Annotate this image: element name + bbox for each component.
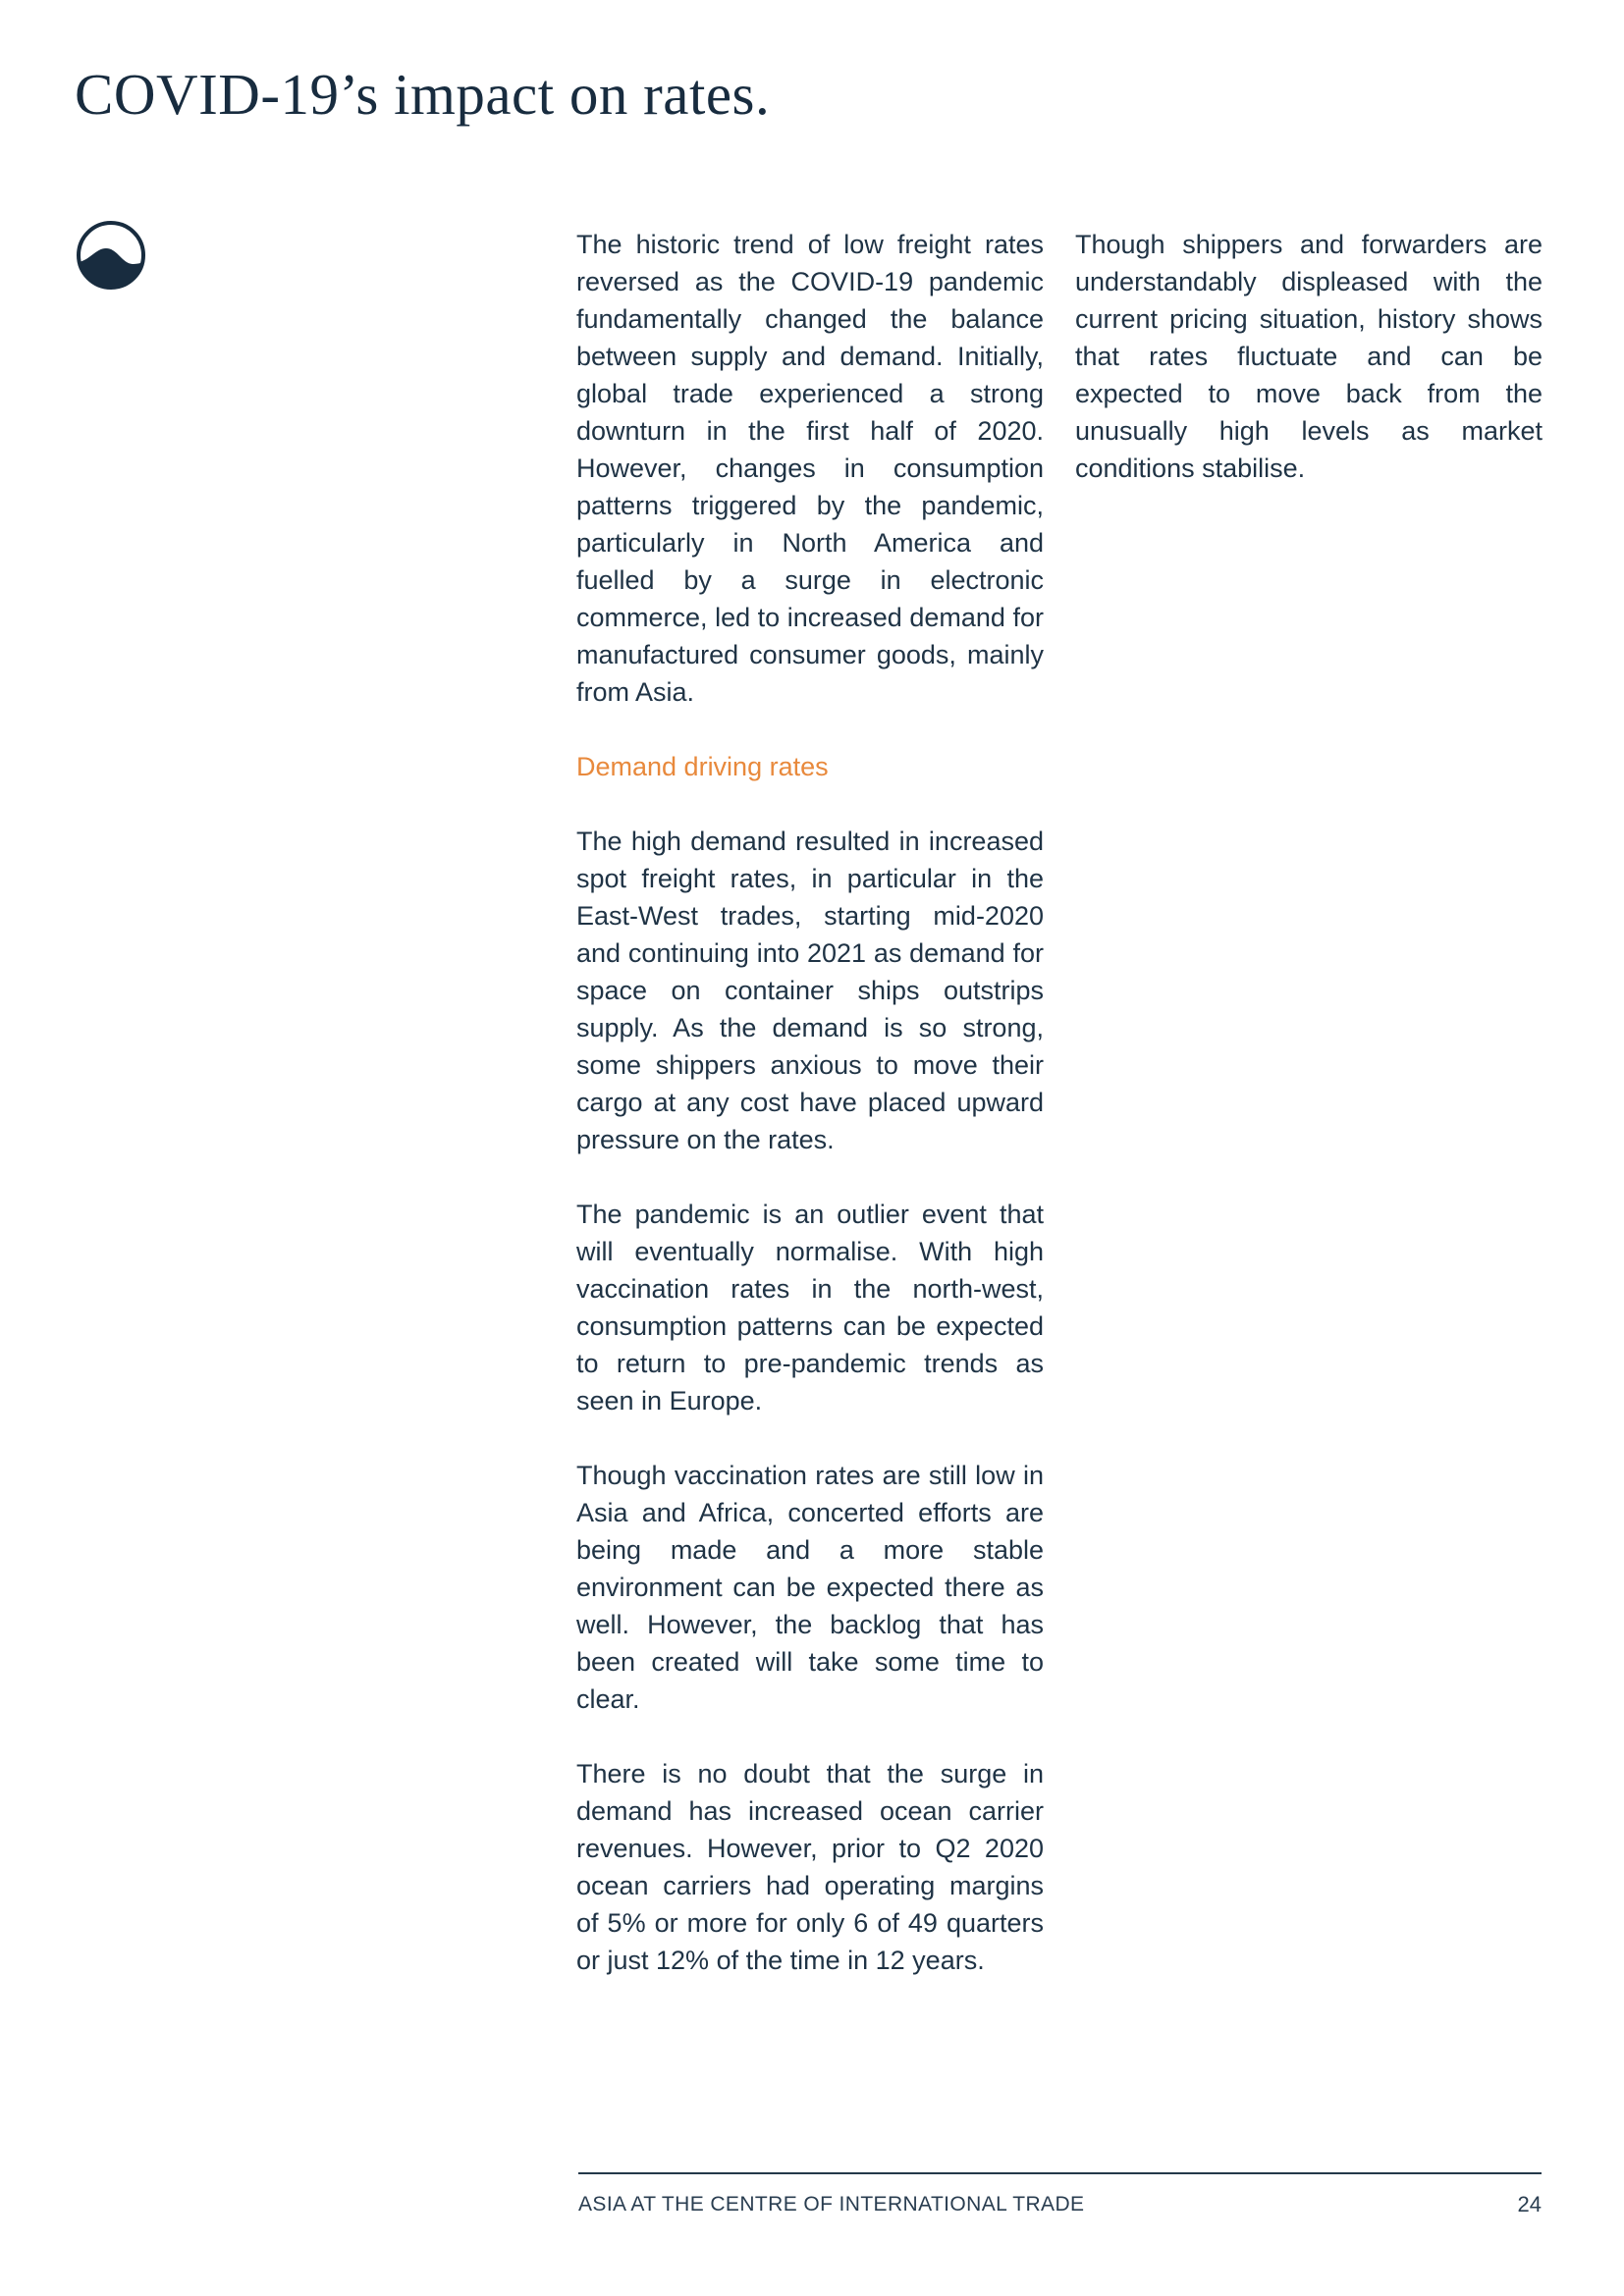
intro-paragraph: The historic trend of low freight rates reversed as the COVID-19 pandemic fundamentally changed the balance between supply and demand. Initially, global trade experienced a strong downturn in the first half of 2020. However, changes in consumption patterns triggered by the pandemic, particularly in North America and fuelled by a surge in electronic commerce, led to increased demand for manufactured consumer goods, mainly from Asia. [576, 230, 1044, 707]
body-paragraph: There is no doubt that the surge in demand has increased ocean carrier revenues. However, prior to Q2 2020 ocean carriers had operating margins of 5% or more for only 6 of 49 quarters or just 12% of the time in 12 years. [576, 1759, 1044, 1975]
body-column-right [1075, 226, 1543, 524]
body-paragraph: Though vaccination rates are still low in Asia and Africa, concerted efforts are being made and a more stable environment can be expected there as well. However, the backlog that has been created will take some time to clear. [576, 1461, 1044, 1714]
body-column-left [576, 226, 1044, 2016]
body-paragraph: The high demand resulted in increased spot freight rates, in particular in the East-West trades, starting mid-2020 and continuing into 2021 as demand for space on container ships outstrips supply. As the demand is so strong, some shippers anxious to move their cargo at any cost have placed upward pressure on the rates. [576, 827, 1044, 1154]
page-number: 24 [1517, 2192, 1542, 2216]
footer-divider [578, 2172, 1542, 2174]
body-paragraph: Though shippers and forwarders are understandably displeased with the current pricing situation, history shows that rates fluctuate and can be expected to move back from the unusually high levels as market conditions stabilise. [1075, 230, 1543, 483]
footer-title: ASIA AT THE CENTRE OF INTERNATIONAL TRADE [578, 2193, 1085, 2216]
page-title: COVID-19’s impact on rates. [75, 62, 771, 127]
wave-in-circle-logo-icon [75, 219, 147, 292]
section-heading: Demand driving rates [576, 752, 829, 781]
body-paragraph: The pandemic is an outlier event that will eventually normalise. With high vaccination rates in the north-west, consumption patterns can be expected to return to pre-pandemic trends as seen in Europe. [576, 1200, 1044, 1415]
